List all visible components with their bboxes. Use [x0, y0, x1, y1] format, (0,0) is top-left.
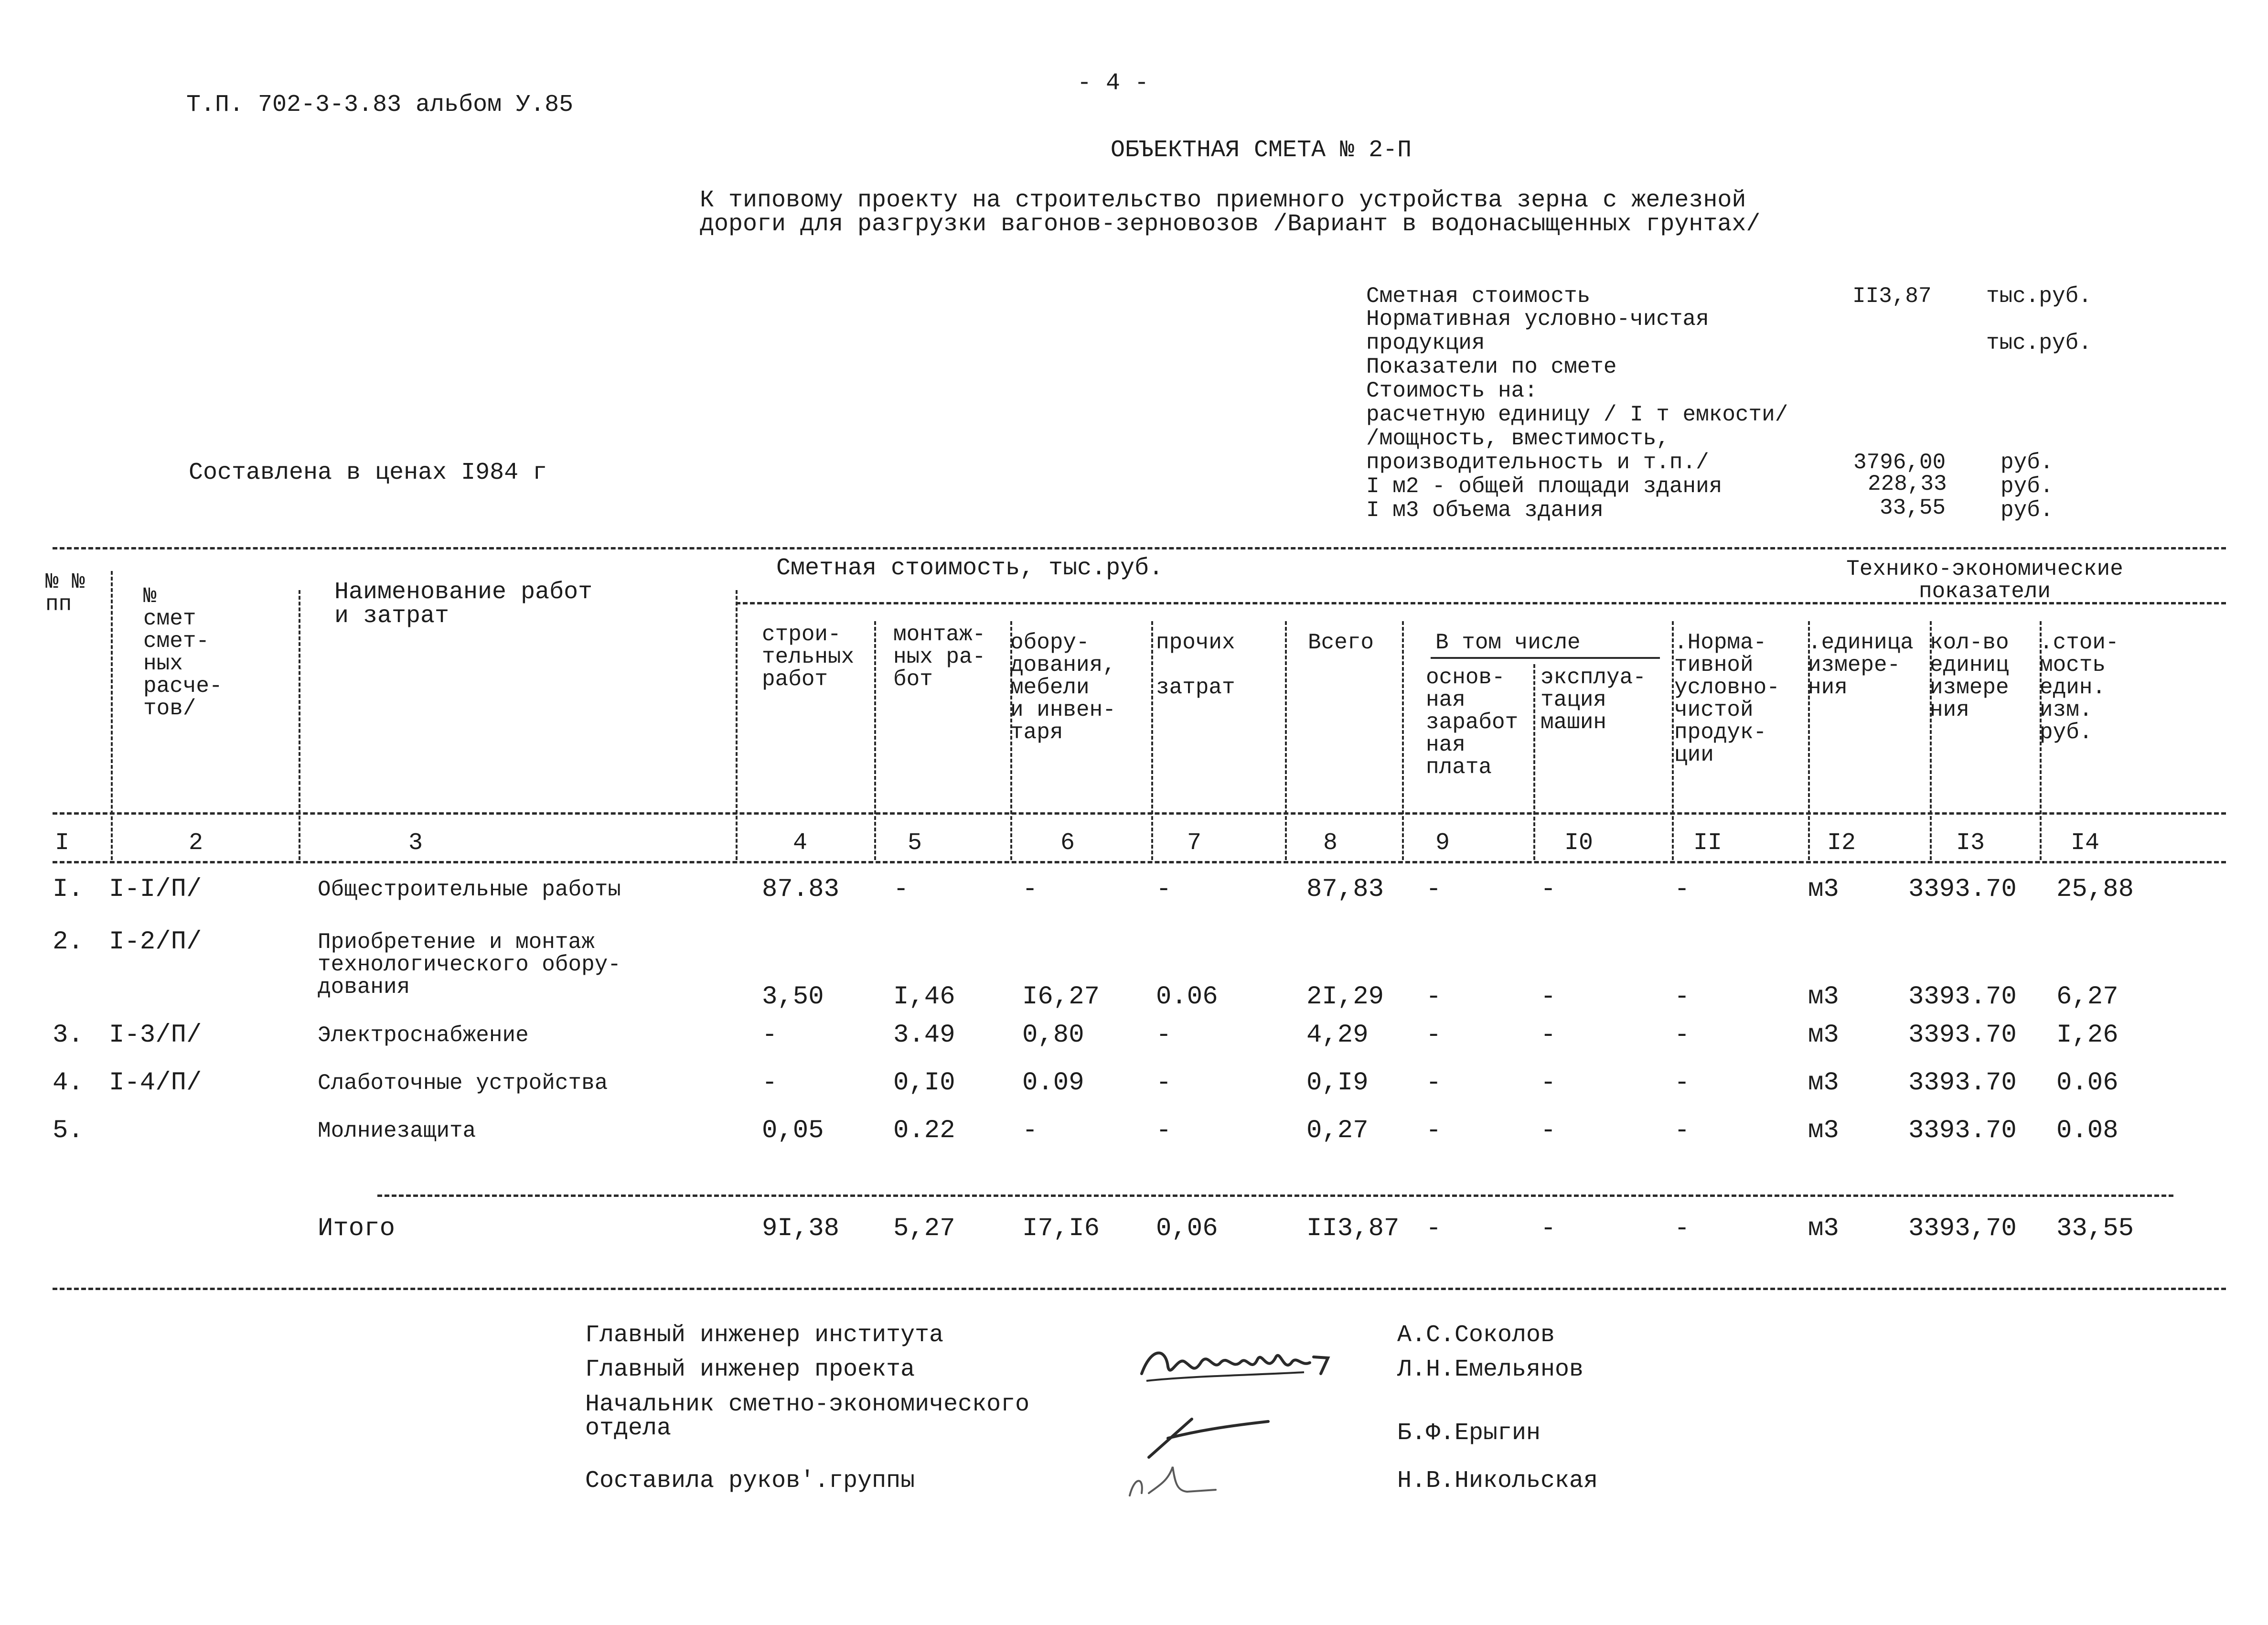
row-cell-c14: I,26: [2056, 1021, 2118, 1050]
row-cell-c5: 3.49: [893, 1021, 955, 1050]
row-cell-c7: 0.06: [1156, 982, 1218, 1012]
row-cell-c4: 3,50: [762, 982, 824, 1012]
signature-name: Л.Н.Емельянов: [1397, 1356, 1584, 1383]
header-unit-cost: .стои- мость един. изм. руб.: [2040, 630, 2119, 745]
row-cell-c13: 3393.70: [1908, 875, 2017, 904]
header-including: В том числе: [1435, 630, 1581, 655]
signature-role: Начальник сметно-экономического отдела: [585, 1391, 1030, 1442]
cost-group-rule: [736, 602, 1882, 604]
m2-label: I м2 - общей площади здания: [1366, 474, 1722, 499]
norm-label-2: продукция: [1366, 331, 1485, 355]
header-total: Всего: [1308, 630, 1374, 655]
row-cell-c13: 3393.70: [1908, 1068, 2017, 1098]
col-number: 4: [793, 829, 808, 857]
subtitle-line-2: дороги для разгрузки вагонов-зерновозов /Вариант в водонасыщенных грунтах/: [700, 211, 1761, 238]
unit-line-3: производительность и т.п./: [1366, 450, 1709, 475]
page-number: - 4 -: [1077, 70, 1149, 97]
header-unit: .единица измере- ния: [1808, 630, 1914, 700]
row-cell-c14: 0.08: [2056, 1116, 2118, 1145]
col-number: 5: [908, 829, 922, 857]
row-cell-c14: 0.06: [2056, 1068, 2118, 1098]
incl-underline: [1431, 657, 1660, 659]
row-cell-c9: -: [1426, 875, 1442, 904]
row-cell-c11: -: [1674, 982, 1690, 1012]
signature-role: Главный инженер института: [585, 1322, 944, 1349]
document-reference: Т.П. 702-3-3.83 альбом У.85: [186, 91, 574, 118]
row-number: 2.: [53, 927, 84, 957]
m3-value: 33,55: [1880, 495, 1946, 520]
col-number: I2: [1827, 829, 1856, 857]
col-number-rule: [53, 861, 2226, 863]
col-sep-9: [1533, 664, 1535, 860]
row-name: Общестроительные работы: [318, 877, 621, 902]
norm-unit: тыс.руб.: [1986, 331, 2092, 355]
total-cell-c14: 33,55: [2056, 1214, 2134, 1243]
header-machines: эксплуа- тация машин: [1541, 665, 1646, 735]
row-cell-c9: -: [1426, 982, 1442, 1012]
row-cell-c12: м3: [1808, 875, 1839, 904]
col-number: I: [55, 829, 70, 857]
row-cell-c7: -: [1156, 1116, 1172, 1145]
row-cell-c11: -: [1674, 875, 1690, 904]
header-norm-product: .Норма- тивной условно- чистой продук- ции: [1674, 630, 1780, 767]
total-cell-c11: -: [1674, 1214, 1690, 1243]
signature-name: Б.Ф.Ерыгин: [1397, 1420, 1541, 1447]
col-sep-2: [299, 590, 300, 860]
norm-label-1: Нормативная условно-чистая: [1366, 307, 1709, 332]
handwritten-signature: [1132, 1328, 1371, 1395]
row-cell-c14: 6,27: [2056, 982, 2118, 1012]
col-sep-6: [1151, 621, 1153, 860]
total-cell-c10: -: [1541, 1214, 1556, 1243]
row-name: Молниезащита: [318, 1119, 476, 1143]
header-tech-group: Технико-экономические показатели: [1846, 557, 2123, 604]
table-top-rule: [53, 547, 2226, 549]
cost-label: Сметная стоимость: [1366, 284, 1591, 309]
row-cell-c5: I,46: [893, 982, 955, 1012]
col-number: II: [1693, 829, 1722, 857]
row-cell-c5: 0,I0: [893, 1068, 955, 1098]
subtitle-line-1: К типовому проекту на строительство приемного устройства зерна с железной: [700, 187, 1746, 214]
row-cell-c5: 0.22: [893, 1116, 955, 1145]
col-sep-3: [736, 590, 738, 860]
row-cell-c4: -: [762, 1021, 778, 1050]
total-label: Итого: [318, 1214, 396, 1243]
header-bottom-rule: [53, 812, 2226, 815]
cost-per-label: Стоимость на:: [1366, 378, 1538, 403]
row-cell-c6: -: [1022, 875, 1038, 904]
col-sep-10: [1672, 621, 1674, 860]
signature-name: Н.В.Никольская: [1397, 1467, 1598, 1495]
row-cell-c6: 0.09: [1022, 1068, 1084, 1098]
row-cell-c10: -: [1541, 982, 1556, 1012]
row-cell-c5: -: [893, 875, 909, 904]
header-estimate-number: № смет смет- ных расче- тов/: [143, 584, 223, 721]
header-name: Наименование работ и затрат: [334, 579, 593, 630]
row-cell-c7: -: [1156, 875, 1172, 904]
header-quantity: кол-во единиц измере ния: [1930, 630, 2009, 722]
row-name: Приобретение и монтаж технологического обору- дования: [318, 930, 621, 1000]
col-sep-1: [111, 571, 113, 860]
col-number: 6: [1060, 829, 1075, 857]
total-cell-c12: м3: [1808, 1214, 1839, 1243]
cost-unit: тыс.руб.: [1986, 284, 2092, 309]
row-name: Электроснабжение: [318, 1023, 529, 1048]
row-number: 3.: [53, 1021, 84, 1050]
row-cell-c11: -: [1674, 1021, 1690, 1050]
total-cell-c4: 9I,38: [762, 1214, 840, 1243]
m2-value: 228,33: [1868, 472, 1947, 496]
total-cell-c7: 0,06: [1156, 1214, 1218, 1243]
total-cell-c6: I7,I6: [1022, 1214, 1100, 1243]
header-num: № № пп: [45, 570, 85, 617]
col-number: 9: [1435, 829, 1450, 857]
unit-line-2: /мощность, вместимость,: [1366, 426, 1669, 451]
col-sep-7: [1285, 621, 1287, 860]
unit-line-1: расчетную единицу / I т емкости/: [1366, 402, 1788, 427]
col-number: I3: [1956, 829, 1985, 857]
indicators-label: Показатели по смете: [1366, 355, 1617, 379]
m2-unit: руб.: [2001, 474, 2054, 499]
row-cell-c7: -: [1156, 1021, 1172, 1050]
row-estimate-ref: I-3/П/: [109, 1021, 202, 1050]
unit-unit: руб.: [2001, 450, 2054, 475]
total-cell-c5: 5,27: [893, 1214, 955, 1243]
m3-label: I м3 объема здания: [1366, 498, 1604, 523]
row-cell-c9: -: [1426, 1116, 1442, 1145]
row-cell-c8: 0,I9: [1306, 1068, 1369, 1098]
row-cell-c10: -: [1541, 1021, 1556, 1050]
row-cell-c4: 0,05: [762, 1116, 824, 1145]
row-number: 5.: [53, 1116, 84, 1145]
total-top-rule: [377, 1195, 2173, 1197]
total-cell-c13: 3393,70: [1908, 1214, 2017, 1243]
row-cell-c8: 87,83: [1306, 875, 1384, 904]
header-cost-group: Сметная стоимость, тыс.руб.: [776, 555, 1164, 582]
row-number: 4.: [53, 1068, 84, 1098]
row-cell-c11: -: [1674, 1116, 1690, 1145]
row-cell-c12: м3: [1808, 1116, 1839, 1145]
unit-value: 3796,00: [1853, 450, 1946, 475]
m3-unit: руб.: [2001, 498, 2054, 523]
row-cell-c12: м3: [1808, 1068, 1839, 1098]
row-cell-c9: -: [1426, 1068, 1442, 1098]
col-number: I0: [1564, 829, 1594, 857]
col-number: 8: [1323, 829, 1338, 857]
signature-role: Составила руков'.группы: [585, 1467, 915, 1495]
row-cell-c11: -: [1674, 1068, 1690, 1098]
header-equipment: обору- дования, мебели и инвен- таря: [1010, 630, 1116, 745]
row-cell-c12: м3: [1808, 1021, 1839, 1050]
row-cell-c6: -: [1022, 1116, 1038, 1145]
row-cell-c13: 3393.70: [1908, 1116, 2017, 1145]
signature-role: Главный инженер проекта: [585, 1356, 915, 1383]
row-cell-c6: 0,80: [1022, 1021, 1084, 1050]
row-cell-c8: 0,27: [1306, 1116, 1369, 1145]
row-number: I.: [53, 875, 84, 904]
col-number: 3: [408, 829, 423, 857]
cost-value: II3,87: [1852, 284, 1932, 309]
header-construction: строи- тельных работ: [762, 622, 855, 692]
row-cell-c6: I6,27: [1022, 982, 1100, 1012]
row-cell-c9: -: [1426, 1021, 1442, 1050]
row-cell-c10: -: [1541, 875, 1556, 904]
header-installation: монтаж- ных ра- бот: [893, 622, 986, 692]
col-number: 2: [189, 829, 203, 857]
col-sep-4: [874, 621, 876, 860]
row-cell-c13: 3393.70: [1908, 982, 2017, 1012]
total-cell-c9: -: [1426, 1214, 1442, 1243]
row-cell-c7: -: [1156, 1068, 1172, 1098]
row-cell-c10: -: [1541, 1116, 1556, 1145]
signature-name: А.С.Соколов: [1397, 1322, 1555, 1349]
row-estimate-ref: I-I/П/: [109, 875, 202, 904]
total-cell-c8: II3,87: [1306, 1214, 1400, 1243]
row-name: Слаботочные устройства: [318, 1071, 608, 1096]
row-estimate-ref: I-4/П/: [109, 1068, 202, 1098]
prices-note: Составлена в ценах I984 г: [189, 459, 547, 486]
table-bottom-rule: [53, 1288, 2226, 1290]
row-cell-c14: 25,88: [2056, 875, 2134, 904]
row-cell-c8: 4,29: [1306, 1021, 1369, 1050]
header-other: прочих затрат: [1156, 630, 1235, 700]
col-number: I4: [2071, 829, 2100, 857]
handwritten-signature: [1139, 1405, 1283, 1462]
row-cell-c12: м3: [1808, 982, 1839, 1012]
col-sep-8: [1402, 621, 1404, 860]
row-cell-c4: 87.83: [762, 875, 840, 904]
row-cell-c13: 3393.70: [1908, 1021, 2017, 1050]
row-cell-c4: -: [762, 1068, 778, 1098]
row-estimate-ref: I-2/П/: [109, 927, 202, 957]
row-cell-c10: -: [1541, 1068, 1556, 1098]
row-cell-c8: 2I,29: [1306, 982, 1384, 1012]
handwritten-signature: [1120, 1462, 1235, 1505]
header-wages: основ- ная заработ ная плата: [1426, 665, 1519, 780]
col-number: 7: [1187, 829, 1202, 857]
document-title: ОБЪЕКТНАЯ СМЕТА № 2-П: [1111, 137, 1412, 164]
